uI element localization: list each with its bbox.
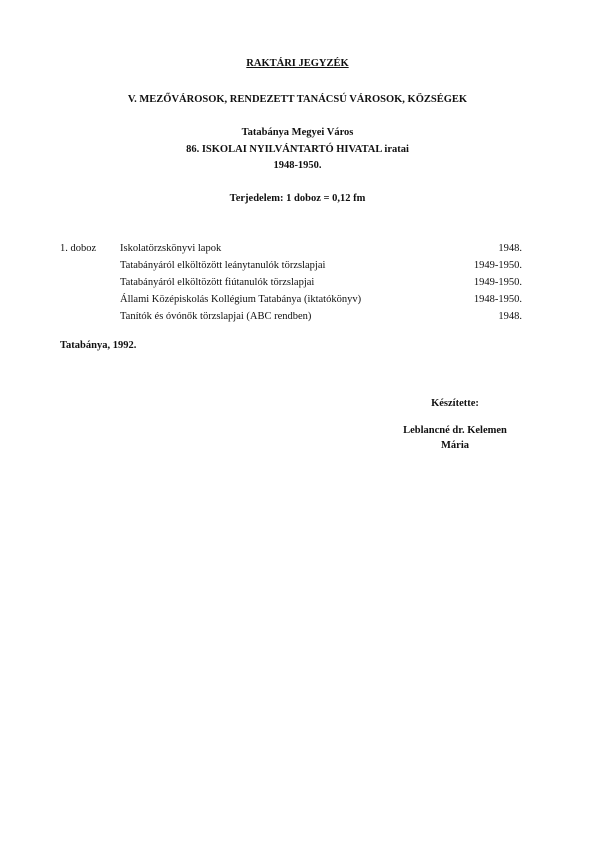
item-years: 1948-1950. (473, 294, 522, 305)
section-heading: V. MEZŐVÁROSOK, RENDEZETT TANÁCSÚ VÁROSOK, KÖZSÉGEK (127, 94, 468, 105)
document-title: RAKTÁRI JEGYZÉK (246, 58, 349, 69)
unit-name: 86. ISKOLAI NYILVÁNTARTÓ HIVATAL iratai (186, 144, 409, 155)
signature-label: Készítette: (431, 398, 479, 409)
signature-name-line2: Mária (441, 440, 469, 451)
item-years: 1948. (498, 311, 522, 322)
item-description: Tatabányáról elköltözött leánytanulók törzslapjai (120, 260, 326, 271)
extent-line: Terjedelem: 1 doboz = 0,12 fm (229, 193, 366, 204)
list-item (60, 240, 522, 257)
item-years: 1949-1950. (473, 277, 522, 288)
list-item (60, 308, 522, 325)
place-date: Tatabánya, 1992. (60, 340, 137, 351)
inventory-list (60, 240, 522, 325)
item-description: Tanítók és óvónők törzslapjai (ABC rendben) (120, 311, 312, 322)
box-number: 1. doboz (60, 243, 97, 254)
item-description: Tatabányáról elköltözött fiútanulók törzslapjai (120, 277, 315, 288)
list-item (60, 291, 522, 308)
list-item (60, 274, 522, 291)
item-description: Állami Középiskolás Kollégium Tatabánya (iktatókönyv) (120, 294, 362, 305)
item-years: 1949-1950. (473, 260, 522, 271)
item-description: Iskolatörzskönyvi lapok (120, 243, 222, 254)
signature-name-line1: Leblancné dr. Kelemen (403, 425, 507, 436)
unit-city: Tatabánya Megyei Város (241, 127, 354, 138)
unit-years: 1948-1950. (273, 160, 322, 171)
item-years: 1948. (498, 243, 522, 254)
list-item (60, 257, 522, 274)
